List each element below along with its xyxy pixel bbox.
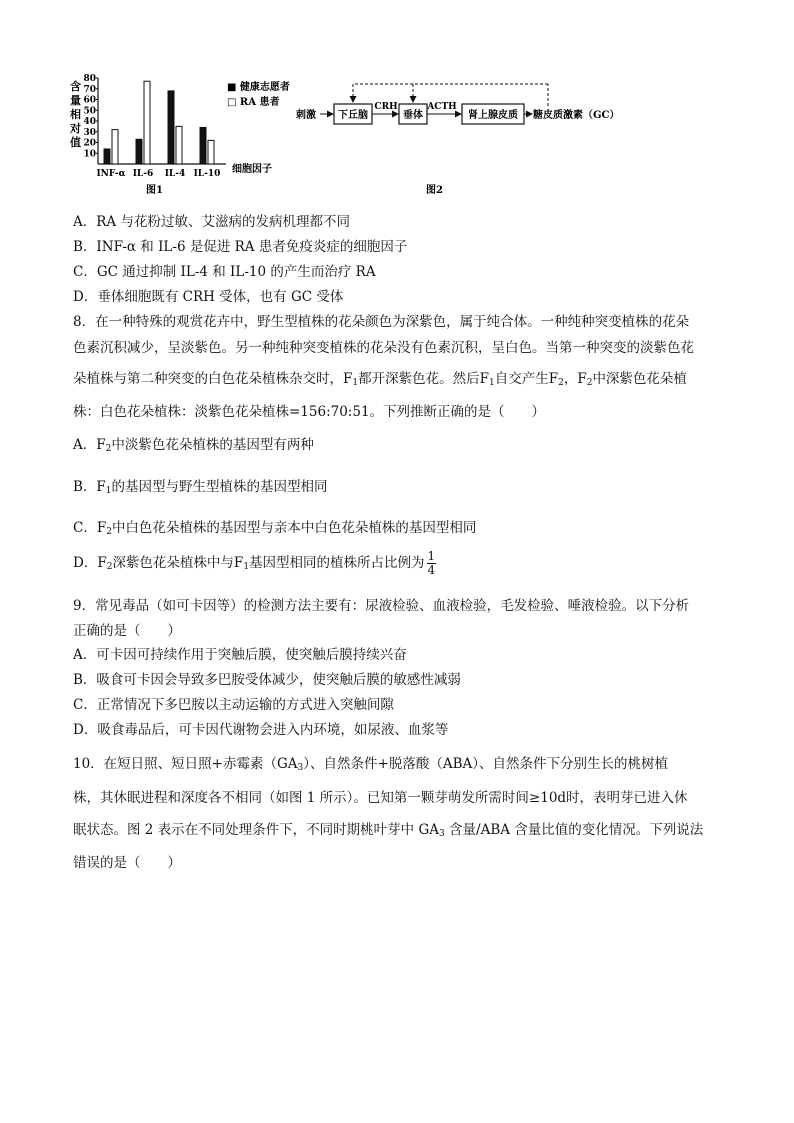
legend-entry-healthy: ■ 健康志愿者 xyxy=(227,82,290,93)
y-tick-label: 40 xyxy=(83,117,96,127)
q9-stem-line2: 正确的是（ ） xyxy=(73,623,181,639)
y-tick-label: 60 xyxy=(83,95,96,106)
q9-option-d: D．吸食毒品后，可卡因代谢物会进入内环境，如尿液、血浆等 xyxy=(73,722,449,738)
y-tick-label: 70 xyxy=(83,84,96,95)
x-category-label: IL-6 xyxy=(132,169,154,179)
y-tick-label: 20 xyxy=(83,138,96,149)
crh-label: CRH xyxy=(374,102,398,112)
bar-healthy-2 xyxy=(168,91,174,164)
figure2-caption: 图2 xyxy=(426,185,443,196)
y-tick-label: 30 xyxy=(83,127,96,138)
q7-option-c: C．GC 通过抑制 IL-4 和 IL-10 的产生而治疗 RA xyxy=(73,264,376,280)
q8-option-b: B．$F_1$的基因型与野生型植株的基因型相同 xyxy=(73,479,328,496)
figure2-flow-diagram xyxy=(296,84,620,196)
bar-healthy-0 xyxy=(104,149,110,164)
figure1-bar-chart xyxy=(69,74,290,196)
q8-stem-line3: 朵植株与第二种突变的白色花朵植株杂交时，$F_1$都开深紫色花。然后$F_1$自交产生$F_2$，$F_2$中深紫色花朵植 xyxy=(73,371,687,388)
q10-stem-line1: 10．在短日照、短日照+赤霉素$(GA_3)$、自然条件+脱落酸（ABA）、自然条件下分别生长的桃树植 xyxy=(73,756,668,773)
q8-stem-line2: 色素沉积减少，呈淡紫色。另一种纯种突变植株的花朵没有色素沉积，呈白色。当第一种突变的淡紫色花 xyxy=(73,340,694,356)
adrenal-cortex-label: 肾上腺皮质 xyxy=(468,110,518,121)
q8-option-a: A．$F_2$中淡紫色花朵植株的基因型有两种 xyxy=(73,437,314,454)
hypothalamus-label: 下丘脑 xyxy=(338,110,368,121)
y-label-char: 相 xyxy=(70,108,81,121)
x-category-label: IL-4 xyxy=(164,169,186,179)
q9-option-c: C．正常情况下多巴胺以主动运输的方式进入突触间隙 xyxy=(73,697,394,713)
bar-ra-2 xyxy=(176,126,182,164)
q8-option-d: D．$F_2$深紫色花朵植株中与$F_1$基因型相同的植株所占比例为 $\frac{1}{4}$ xyxy=(73,549,436,577)
figures-svg xyxy=(68,72,628,200)
q9-stem-line1: 9．常见毒品（如可卡因等）的检测方法主要有：尿液检验、血液检验，毛发检验、唾液检验。以下分析 xyxy=(73,598,690,614)
q7-option-b: B．INF-α 和 IL-6 是促进 RA 患者免疫炎症的细胞因子 xyxy=(73,239,408,255)
x-category-label: INF-α xyxy=(96,169,126,179)
y-tick-label: 50 xyxy=(83,106,96,117)
q7-option-d: D．垂体细胞既有 CRH 受体，也有 GC 受体 xyxy=(73,289,344,305)
bar-ra-0 xyxy=(112,130,118,164)
figure1-caption: 图1 xyxy=(146,185,163,196)
q8-option-c: C．$F_2$中白色花朵植株的基因型与亲本中白色花朵植株的基因型相同 xyxy=(73,520,477,537)
legend-entry-ra: □ RA 患者 xyxy=(227,97,280,108)
figure-area xyxy=(68,72,628,200)
y-label-char: 对 xyxy=(70,122,81,135)
q10-stem-line2: 株，其休眠进程和深度各不相同（如图 1 所示）。已知第一颗芽萌发所需时间≥10d时，表明芽已进入休 xyxy=(73,790,688,806)
bar-healthy-1 xyxy=(136,139,142,164)
x-axis-suffix: 细胞因子 xyxy=(232,164,272,175)
y-label-char: 值 xyxy=(70,136,81,149)
q9-option-b: B．吸食可卡因会导致多巴胺受体减少，使突触后膜的敏感性减弱 xyxy=(73,672,461,688)
bar-ra-1 xyxy=(144,81,150,164)
y-tick-label: 80 xyxy=(83,74,96,84)
q10-stem-line4: 错误的是（ ） xyxy=(73,855,181,871)
q8-stem-line1: 8．在一种特殊的观赏花卉中，野生型植株的花朵颜色为深紫色，属于纯合体。一种纯种突变植株的花朵 xyxy=(73,314,690,330)
x-category-label: IL-10 xyxy=(193,169,221,179)
gc-output-label: 糖皮质激素（GC） xyxy=(533,110,620,121)
q9-option-a: A．可卡因可持续作用于突触后膜，使突触后膜持续兴奋 xyxy=(73,647,407,663)
stimulus-label: 刺激 xyxy=(296,110,316,121)
bar-ra-3 xyxy=(208,140,214,164)
y-tick-label: 10 xyxy=(83,149,96,160)
y-label-char: 量 xyxy=(70,94,81,107)
bar-healthy-3 xyxy=(200,127,206,164)
q10-stem-line3: 眠状态。图 2 表示在不同处理条件下，不同时期桃叶芽中 $GA_3$ 含量/ABA 含量比值的变化情况。下列说法 xyxy=(73,822,704,839)
q8-stem-line4: 株：白色花朵植株：淡紫色花朵植株=156:70:51。下列推断正确的是（ ） xyxy=(73,404,546,420)
acth-label: ACTH xyxy=(427,102,457,112)
pituitary-label: 垂体 xyxy=(403,110,423,121)
q7-option-a: A．RA 与花粉过敏、艾滋病的发病机理都不同 xyxy=(73,214,350,230)
fraction-one-quarter: $\frac{1}{4}$ xyxy=(427,549,436,577)
y-label-char: 含 xyxy=(70,80,81,93)
